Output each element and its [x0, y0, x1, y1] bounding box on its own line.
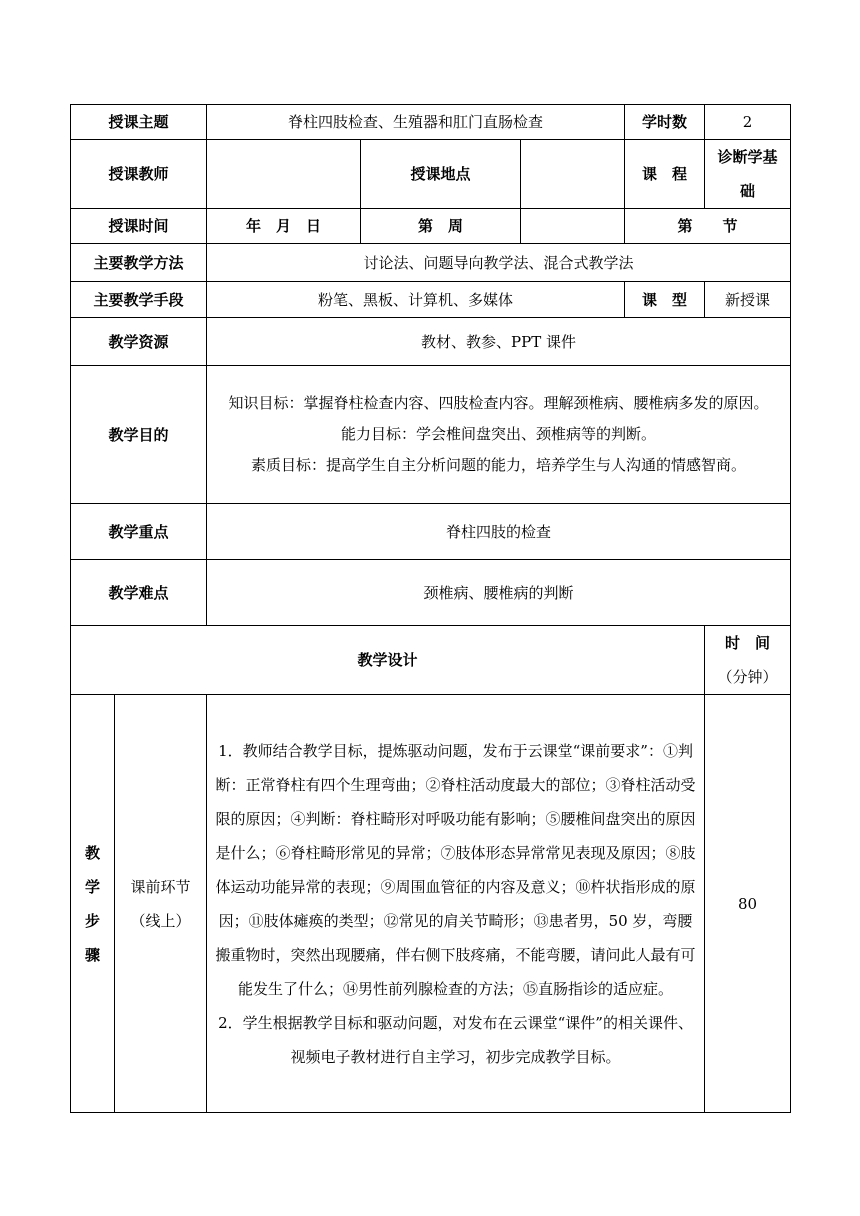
teacher-label: 授课教师	[71, 140, 207, 209]
week-value: 第 周	[361, 209, 521, 244]
difficulties-value: 颈椎病、腰椎病的判断	[207, 560, 791, 626]
row-methods	[71, 244, 791, 282]
row-objectives	[71, 366, 791, 504]
step-item-2: 2．学生根据教学目标和驱动问题，对发布在云课堂“课件”的相关课件、视频电子教材进行自主学习，初步完成教学目标。	[218, 1013, 693, 1066]
methods-label: 主要教学方法	[71, 244, 207, 282]
means-value: 粉笔、黑板、计算机、多媒体	[207, 282, 625, 318]
resources-value: 教材、教参、PPT 课件	[207, 318, 791, 366]
row-time	[71, 209, 791, 244]
section-value: 第 节	[625, 209, 791, 244]
location-label: 授课地点	[361, 140, 521, 209]
difficulties-label: 教学难点	[71, 560, 207, 626]
hours-label: 学时数	[625, 105, 705, 140]
objective-knowledge: 知识目标：掌握脊柱检查内容、四肢检查内容。理解颈椎病、腰椎病多发的原因。	[228, 394, 769, 412]
phase-line1: 课前环节	[130, 877, 191, 896]
objective-ability: 能力目标：学会椎间盘突出、颈椎病等的判断。	[341, 425, 657, 443]
phase-line2: （线上）	[130, 911, 191, 930]
row-key-points	[71, 504, 791, 560]
row-difficulties	[71, 560, 791, 626]
steps-content	[207, 695, 705, 1113]
resources-label: 教学资源	[71, 318, 207, 366]
objectives-cell	[207, 366, 791, 504]
steps-label-char: 骤	[84, 945, 100, 964]
location-value	[521, 140, 625, 209]
row-resources	[71, 318, 791, 366]
time-header-line1: 时 间	[725, 634, 771, 652]
course-label: 课 程	[625, 140, 705, 209]
steps-label	[71, 695, 115, 1113]
key-points-label: 教学重点	[71, 504, 207, 560]
row-steps	[71, 695, 791, 1113]
teacher-value	[207, 140, 361, 209]
hours-value: 2	[705, 105, 791, 140]
key-points-value: 脊柱四肢的检查	[207, 504, 791, 560]
phase-cell	[115, 695, 207, 1113]
course-value: 诊断学基础	[705, 140, 791, 209]
time-header	[705, 626, 791, 695]
row-means	[71, 282, 791, 318]
steps-time-value: 80	[705, 695, 791, 1113]
objectives-label: 教学目的	[71, 366, 207, 504]
type-value: 新授课	[705, 282, 791, 318]
steps-label-char: 步	[84, 911, 100, 930]
objective-quality: 素质目标：提高学生自主分析问题的能力，培养学生与人沟通的情感智商。	[251, 456, 747, 474]
time-label: 授课时间	[71, 209, 207, 244]
week-extra	[521, 209, 625, 244]
topic-value: 脊柱四肢检查、生殖器和肛门直肠检查	[207, 105, 625, 140]
row-teacher	[71, 140, 791, 209]
methods-value: 讨论法、问题导向教学法、混合式教学法	[207, 244, 791, 282]
step-item-1: 1．教师结合教学目标，提炼驱动问题，发布于云课堂“课前要求”：①判断：正常脊柱有四个生理弯曲；②脊柱活动度最大的部位；③脊柱活动受限的原因；④判断：脊柱畸形对呼吸功能有影响；⑤腰椎间盘突出的原因是什么；⑥脊柱畸形常见的异常；⑦肢体形态异常常见表现及原因；⑧肢体运动功能异常的表现；⑨周围血管征的内容及意义；⑩杵状指形成的原因；⑪肢体瘫痪的类型；⑫常见的肩关节畸形；⑬患者男，50 岁，弯腰搬重物时，突然出现腰痛，伴右侧下肢疼痛，不能弯腰，请问此人最有可能发生了什么；⑭男性前列腺检查的方法；⑮直肠指诊的适应症。	[215, 741, 696, 998]
time-header-line2: （分钟）	[717, 668, 778, 686]
row-topic	[71, 105, 791, 140]
type-label: 课 型	[625, 282, 705, 318]
steps-label-char: 学	[84, 877, 100, 896]
design-label: 教学设计	[71, 626, 705, 695]
means-label: 主要教学手段	[71, 282, 207, 318]
row-design-header	[71, 626, 791, 695]
date-value: 年 月 日	[207, 209, 361, 244]
lesson-plan-table	[70, 104, 791, 1113]
steps-label-char: 教	[84, 843, 100, 862]
topic-label: 授课主题	[71, 105, 207, 140]
